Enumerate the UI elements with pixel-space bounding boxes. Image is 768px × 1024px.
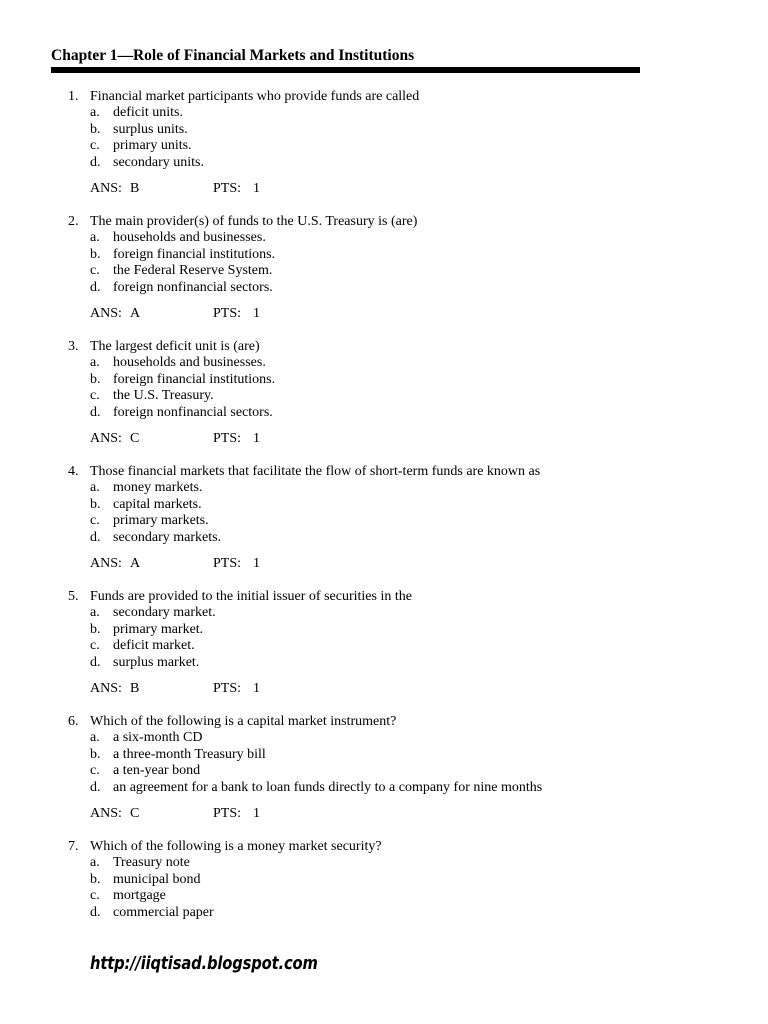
choice-text: money markets. [113,480,203,496]
choice-text: primary units. [113,138,192,154]
choice-text: mortgage [113,888,166,904]
choice-text: commercial paper [113,904,214,920]
choice-letter: c. [90,263,100,279]
question-item [0,839,768,964]
points-label: PTS: [213,306,242,321]
choice-text: a six-month CD [113,730,203,746]
answer-row [90,556,390,572]
choice-text: households and businesses. [113,355,266,371]
choice-letter: a. [90,105,100,121]
answer-value: B [130,681,140,696]
choice-text: foreign financial institutions. [113,371,276,387]
points-label: PTS: [213,181,242,196]
choice-text: foreign nonfinancial sectors. [113,279,273,295]
choice-text: an agreement for a bank to loan funds directly to a company for nine months [113,779,543,795]
choice-text: municipal bond [113,871,201,887]
choice-letter: c. [90,888,100,904]
question-number: 7. [68,839,79,854]
chapter-title: Chapter 1—Role of Financial Markets and Institutions [51,47,415,64]
choice-letter: d. [90,154,101,170]
answer-value: C [130,806,140,821]
answer-label: ANS: [90,806,122,821]
choice-letter: b. [90,121,101,137]
question-stem: Funds are provided to the initial issuer of securities in the [90,589,412,604]
choice-letter: d. [90,529,101,545]
choice-letter: b. [90,371,101,387]
choice-text: secondary units. [113,154,204,170]
choice-text: capital markets. [113,496,202,512]
answer-value: A [130,556,141,571]
choice-text: the U.S. Treasury. [113,388,214,404]
question-stem: Which of the following is a capital market instrument? [90,714,397,729]
answer-label: ANS: [90,681,122,696]
choice-letter: b. [90,621,101,637]
answer-row [90,681,390,697]
points-label: PTS: [213,431,242,446]
choice-letter: b. [90,246,101,262]
choice-text: a ten-year bond [113,763,201,779]
choice-text: primary markets. [113,513,209,529]
answer-row [90,806,390,822]
choice-text: households and businesses. [113,230,266,246]
question-number: 6. [68,714,79,729]
answer-label: ANS: [90,431,122,446]
question-item [0,339,768,464]
choice-text: deficit market. [113,638,195,654]
question-number: 2. [68,214,79,229]
answer-value: B [130,181,140,196]
choice-text: foreign nonfinancial sectors. [113,404,273,420]
choice-letter: a. [90,230,100,246]
question-item [0,589,768,714]
answer-row [90,431,390,447]
choice-text: the Federal Reserve System. [113,263,273,279]
choice-letter: d. [90,654,101,670]
choice-letter: d. [90,779,101,795]
choice-letter: a. [90,855,100,871]
choice-letter: c. [90,138,100,154]
answer-row [90,306,390,322]
choice-text: secondary markets. [113,529,222,545]
choice-letter: b. [90,871,101,887]
choice-letter: c. [90,388,100,404]
choice-letter: c. [90,513,100,529]
question-item [0,214,768,339]
answer-label: ANS: [90,306,122,321]
question-stem: The main provider(s) of funds to the U.S. Treasury is (are) [90,214,418,229]
points-value: 1 [253,681,260,696]
question-item [0,714,768,839]
answer-value: C [130,431,140,446]
choice-letter: b. [90,496,101,512]
choice-letter: d. [90,904,101,920]
answer-label: ANS: [90,556,122,571]
question-list [0,89,768,964]
choice-text: Treasury note [113,855,190,871]
choice-text: surplus units. [113,121,188,137]
points-value: 1 [253,431,260,446]
choice-letter: a. [90,605,100,621]
points-label: PTS: [213,681,242,696]
points-value: 1 [253,806,260,821]
question-stem: Financial market participants who provide funds are called [90,89,420,104]
choice-letter: a. [90,355,100,371]
points-value: 1 [253,306,260,321]
points-value: 1 [253,181,260,196]
title-rule [51,67,640,73]
choice-text: surplus market. [113,654,200,670]
choice-text: primary market. [113,621,204,637]
answer-label: ANS: [90,181,122,196]
question-number: 4. [68,464,79,479]
question-stem: Those financial markets that facilitate the flow of short-term funds are known as [90,464,541,479]
question-item [0,89,768,214]
choice-letter: a. [90,480,100,496]
choice-text: deficit units. [113,105,183,121]
choice-letter: d. [90,404,101,420]
points-label: PTS: [213,556,242,571]
question-item [0,464,768,589]
question-stem: Which of the following is a money market security? [90,839,382,854]
footer-url[interactable]: http://iiqtisad.blogspot.com [90,953,318,974]
choice-letter: c. [90,638,100,654]
choice-letter: b. [90,746,101,762]
question-number: 5. [68,589,79,604]
answer-row [90,181,390,197]
choice-letter: a. [90,730,100,746]
choice-letter: d. [90,279,101,295]
choice-text: foreign financial institutions. [113,246,276,262]
points-value: 1 [253,556,260,571]
answer-value: A [130,306,141,321]
choice-text: secondary market. [113,605,216,621]
question-stem: The largest deficit unit is (are) [90,339,260,354]
question-number: 1. [68,89,79,104]
points-label: PTS: [213,806,242,821]
choice-letter: c. [90,763,100,779]
choice-text: a three-month Treasury bill [113,746,266,762]
question-number: 3. [68,339,79,354]
